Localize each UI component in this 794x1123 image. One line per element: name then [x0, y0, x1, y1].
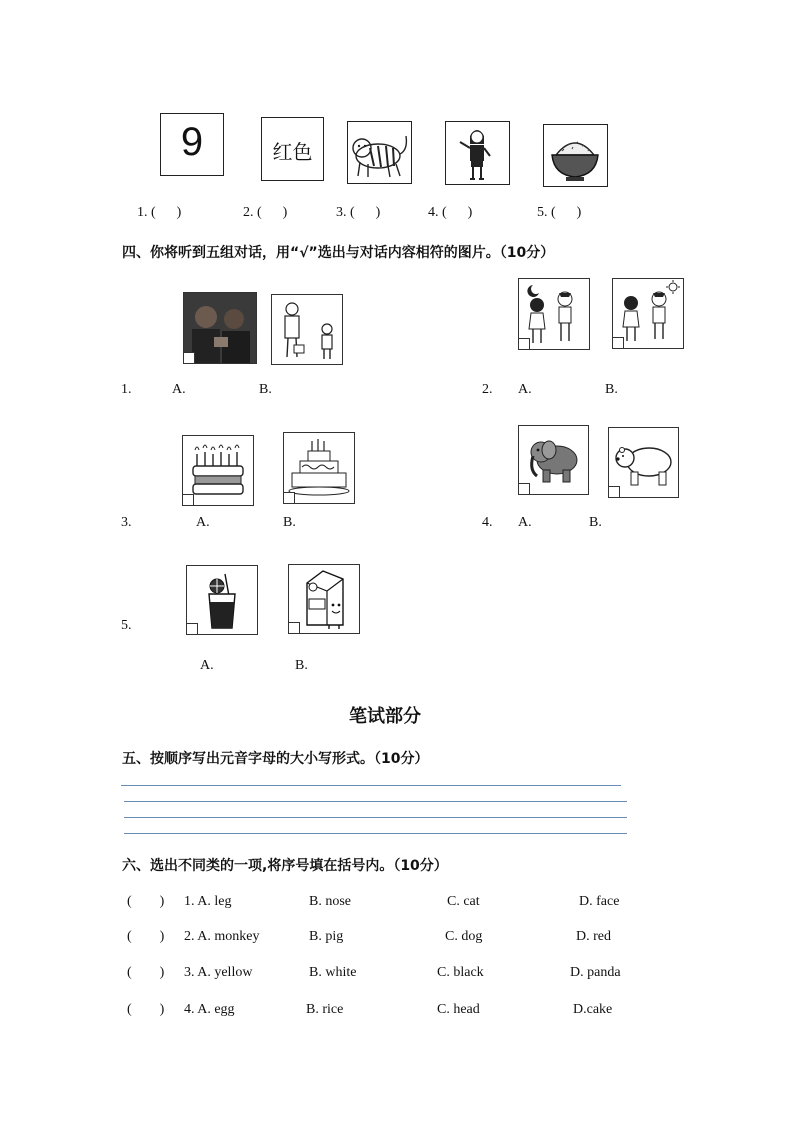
card-rice-bowl: [543, 124, 608, 187]
item4-number: 4.: [482, 515, 493, 530]
row3-option-a: 3. A. yellow: [184, 965, 253, 980]
item5-label-b: B.: [295, 658, 308, 673]
item5-b-checkbox[interactable]: [289, 622, 300, 633]
row3-option-b: B. white: [309, 965, 357, 980]
row4-option-b: B. rice: [306, 1002, 344, 1017]
answer-4: 4. ( ): [428, 205, 473, 220]
card-girl: [445, 121, 510, 185]
row3-answer-bracket[interactable]: ( ): [127, 965, 165, 980]
item4-label-a: A.: [518, 515, 532, 530]
item5-label-a: A.: [200, 658, 214, 673]
section4-title: 四、你将听到五组对话，用“√”选出与对话内容相符的图片。（10分）: [122, 245, 555, 261]
item3-number: 3.: [121, 515, 132, 530]
item3-option-a-image: [182, 435, 254, 506]
number-nine-text: 9: [180, 120, 204, 164]
section5-title: 五、按顺序写出元音字母的大小写形式。（10分）: [122, 751, 429, 767]
item1-option-b-image: [271, 294, 343, 365]
item5-option-b-image: [288, 564, 360, 634]
card-red-color: [261, 117, 324, 181]
writing-line-2[interactable]: [124, 801, 627, 802]
item1-option-a-image: [183, 292, 257, 364]
item5-option-a-image: [186, 565, 258, 635]
writing-line-4[interactable]: [124, 833, 627, 834]
row2-option-b: B. pig: [309, 929, 344, 944]
bowl-of-rice-icon: [544, 125, 606, 185]
row4-answer-bracket[interactable]: ( ): [127, 1002, 165, 1017]
row2-option-d: D. red: [576, 929, 611, 944]
row3-option-d: D. panda: [570, 965, 621, 980]
row2-answer-bracket[interactable]: ( ): [127, 929, 165, 944]
row1-option-c: C. cat: [447, 894, 480, 909]
red-color-text: 红色: [272, 140, 313, 164]
section6-title: 六、选出不同类的一项,将序号填在括号内。（10分）: [122, 858, 448, 874]
card-tiger: [347, 121, 412, 184]
row2-option-a: 2. A. monkey: [184, 929, 260, 944]
row4-option-c: C. head: [437, 1002, 480, 1017]
item1-a-checkbox[interactable]: [184, 352, 195, 363]
answer-3: 3. ( ): [336, 205, 381, 220]
item3-b-checkbox[interactable]: [284, 492, 295, 503]
row4-option-d: D.cake: [573, 1002, 613, 1017]
item1-label-b: B.: [259, 382, 272, 397]
item4-a-checkbox[interactable]: [519, 483, 530, 494]
item2-label-b: B.: [605, 382, 618, 397]
item5-number: 5.: [121, 618, 132, 633]
item2-b-checkbox[interactable]: [613, 337, 624, 348]
item2-option-b-image: [612, 278, 684, 349]
answer-5: 5. ( ): [537, 205, 582, 220]
row2-option-c: C. dog: [445, 929, 483, 944]
answer-1: 1. ( ): [137, 205, 182, 220]
item4-option-b-image: [608, 427, 679, 498]
row4-option-a: 4. A. egg: [184, 1002, 235, 1017]
written-part-title: 笔试部分: [349, 706, 421, 727]
man-and-boy-icon: [272, 295, 342, 364]
item4-label-b: B.: [589, 515, 602, 530]
item2-number: 2.: [482, 382, 493, 397]
writing-line-1[interactable]: [121, 785, 621, 786]
item2-option-a-image: [518, 278, 590, 350]
item3-a-checkbox[interactable]: [183, 494, 194, 505]
row1-answer-bracket[interactable]: ( ): [127, 894, 165, 909]
card-number-nine: [160, 113, 224, 176]
girl-waving-icon: [446, 122, 508, 183]
item5-a-checkbox[interactable]: [187, 623, 198, 634]
item3-label-b: B.: [283, 515, 296, 530]
row1-option-d: D. face: [579, 894, 620, 909]
tiger-icon: [348, 122, 410, 182]
item2-a-checkbox[interactable]: [519, 338, 530, 349]
item3-label-a: A.: [196, 515, 210, 530]
answer-2: 2. ( ): [243, 205, 288, 220]
item3-option-b-image: [283, 432, 355, 504]
item1-number: 1.: [121, 382, 132, 397]
item4-option-a-image: [518, 425, 589, 495]
item1-label-a: A.: [172, 382, 186, 397]
row1-option-b: B. nose: [309, 894, 351, 909]
item4-b-checkbox[interactable]: [609, 486, 620, 497]
writing-line-3[interactable]: [124, 817, 627, 818]
row1-option-a: 1. A. leg: [184, 894, 232, 909]
row3-option-c: C. black: [437, 965, 484, 980]
item2-label-a: A.: [518, 382, 532, 397]
